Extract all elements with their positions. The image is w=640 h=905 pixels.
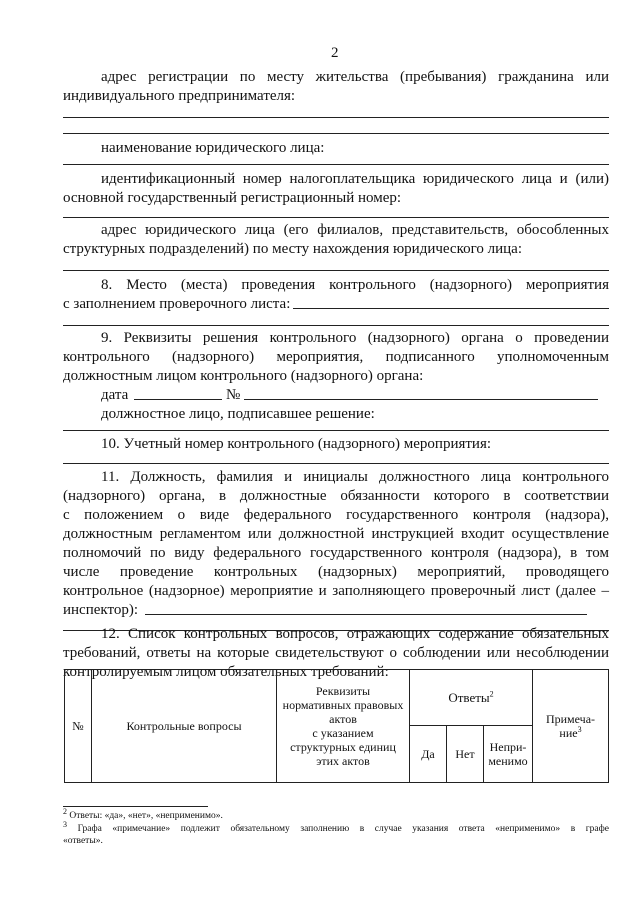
requisites-line: Реквизиты <box>315 684 371 698</box>
item9-number-label: № <box>226 387 241 403</box>
col-notes-header <box>533 670 609 783</box>
address-individual-line2: индивидуального предпринимателя: <box>63 88 296 104</box>
item9-line2: контрольного (надзорного) мероприятия, подписанного уполномоченным <box>63 349 609 365</box>
item9-line3: должностным лицом контрольного (надзорного) органа: <box>63 368 424 384</box>
item11-line4: должностным регламентом или должностной инструкцией входит осуществление <box>63 526 609 542</box>
requisites-line: этих актов <box>316 754 370 768</box>
fill-line <box>63 325 609 326</box>
fill-line <box>63 430 609 431</box>
answer-no: Нет <box>447 726 484 783</box>
item12-line2: требований, ответы на которые свидетельствуют о соблюдении или несоблюдении <box>63 645 609 661</box>
item10-label: 10. Учетный номер контрольного (надзорного) мероприятия: <box>101 436 492 452</box>
notes-line: Примеча- <box>545 712 596 726</box>
item9-line1: 9. Реквизиты решения контрольного (надзорного) органа о проведении <box>101 330 609 346</box>
checklist-table <box>64 669 609 783</box>
item11-line2: (надзорного) органа, в должностные обязанности которого в соответствии <box>63 488 609 504</box>
footnote-divider <box>63 806 208 807</box>
answer-na-line: менимо <box>488 754 528 768</box>
inn-line2: основной государственный регистрационный номер: <box>63 190 402 206</box>
fill-line <box>63 463 609 464</box>
notes-line: ние$^3$ <box>559 725 582 740</box>
item11-line8: инспектор): <box>63 602 139 618</box>
col-number-header: № <box>65 670 92 783</box>
page-number: 2 <box>331 45 339 61</box>
fill-line <box>63 117 609 118</box>
answer-na <box>484 726 533 783</box>
footnote-3: $^3$ Графа «примечание» подлежит обязательному заполнению в случае указания ответа «неприменимо» в графе <box>63 819 610 834</box>
fill-line <box>293 308 609 309</box>
item11-line7: контрольное (надзорное) мероприятие и заполняющего проверочный лист (далее – <box>63 583 609 599</box>
item8-line2: с заполнением проверочного листа: <box>63 296 291 312</box>
requisites-line: нормативных правовых <box>282 698 404 712</box>
footnote-3-cont: «ответы». <box>63 836 103 846</box>
item11-line6: числе проведение контрольных (надзорных) мероприятий, проводящего <box>63 564 609 580</box>
requisites-line: актов <box>329 712 357 726</box>
answers-footnote-mark: 2 <box>489 689 494 699</box>
item12-line1: 12. Список контрольных вопросов, отражающих содержание обязательных <box>101 626 609 642</box>
legal-address-line2: структурных подразделений) по месту нахождения юридического лица: <box>63 241 523 257</box>
item12-line3: контролируемым лицом обязательных требований: <box>63 664 389 680</box>
fill-line <box>63 217 609 218</box>
col-answers-header <box>410 670 533 726</box>
answer-na-line: Непри- <box>489 740 527 754</box>
fill-line <box>63 164 609 165</box>
fill-line <box>145 614 587 615</box>
fill-line <box>63 270 609 271</box>
legal-address-line1: адрес юридического лица (его филиалов, представительств, обособленных <box>101 222 609 238</box>
requisites-line: структурных единиц <box>290 740 396 754</box>
inn-line1: идентификационный номер налогоплательщика юридического лица и (или) <box>101 171 609 187</box>
number-fill-line <box>244 399 598 400</box>
answer-yes: Да <box>410 726 447 783</box>
footnote-2: $^2$ Ответы: «да», «нет», «неприменимо». <box>63 806 223 821</box>
item11-line5: полномочий по виду федерального государственного контроля (надзора), в том <box>63 545 609 561</box>
answers-label: Ответы <box>448 689 490 705</box>
item11-line1: 11. Должность, фамилия и инициалы должностного лица контрольного <box>101 469 609 485</box>
date-fill-line <box>134 399 222 400</box>
item9-official-label: должностное лицо, подписавшее решение: <box>101 406 375 422</box>
legal-name-label: наименование юридического лица: <box>101 140 325 156</box>
item8-line1: 8. Место (места) проведения контрольного (надзорного) мероприятия <box>101 277 609 293</box>
col-requisites-header <box>277 670 410 783</box>
address-individual-line1: адрес регистрации по месту жительства (пребывания) гражданина или <box>101 69 609 85</box>
item9-date-label: дата <box>101 387 129 403</box>
item11-line3: с положением о виде федерального государственного контроля (надзора), <box>63 507 609 523</box>
notes-footnote-mark: 3 <box>577 725 582 734</box>
requisites-line: с указанием <box>312 726 374 740</box>
col-questions-header: Контрольные вопросы <box>92 670 277 783</box>
fill-line <box>63 133 609 134</box>
